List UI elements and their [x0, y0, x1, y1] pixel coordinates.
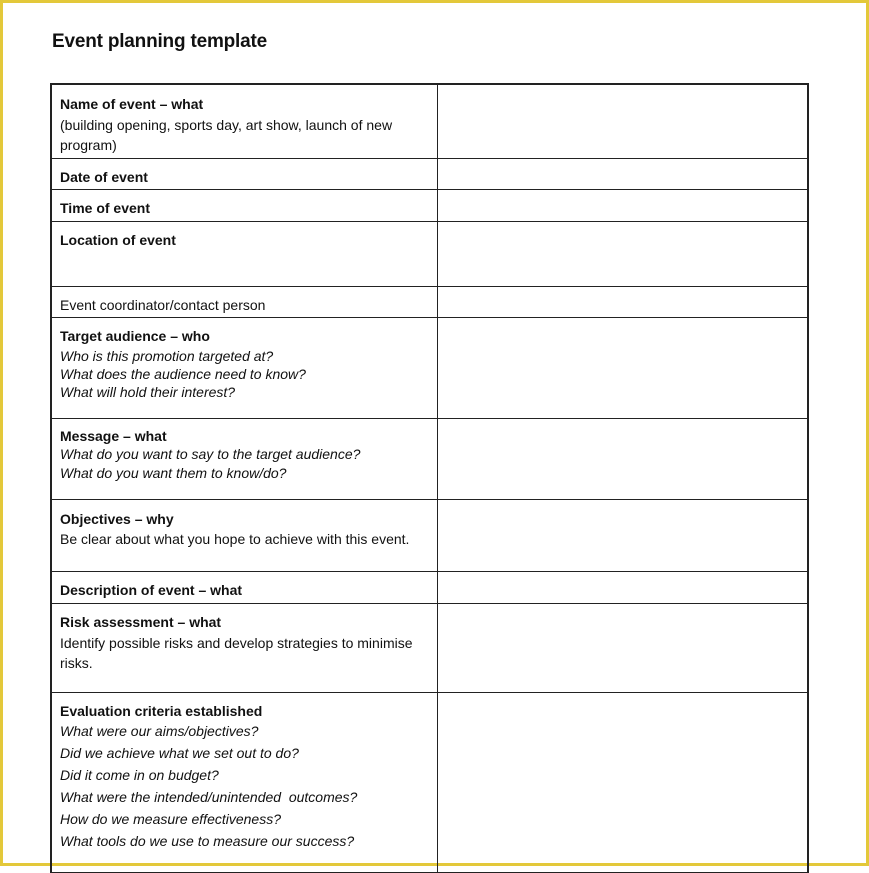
- page-title: Event planning template: [52, 31, 267, 52]
- value-text: [438, 159, 807, 169]
- table-row-description-of-event: [51, 571, 808, 603]
- label-cell-description-of-event: [51, 571, 438, 603]
- label-cell-evaluation-criteria: [51, 692, 438, 872]
- row-heading: Name of event – what: [60, 96, 204, 112]
- value-field-location-of-event[interactable]: [438, 221, 809, 286]
- table-row-date-of-event: [51, 158, 808, 189]
- value-text: [438, 572, 807, 582]
- row-heading: Location of event: [60, 231, 176, 248]
- value-field-evaluation-criteria[interactable]: [438, 692, 809, 872]
- table-row-target-audience: [51, 317, 808, 418]
- value-text: [438, 318, 807, 328]
- label-cell-message: [51, 418, 438, 499]
- table-row-risk-assessment: [51, 603, 808, 692]
- label-cell-name-of-event: [51, 84, 438, 158]
- row-heading: Target audience – who: [60, 327, 210, 344]
- row-question: What were the intended/unintended outcomes?: [60, 788, 358, 805]
- label-cell-time-of-event: [51, 189, 438, 221]
- row-question: What tools do we use to measure our success?: [60, 832, 355, 849]
- value-field-message[interactable]: [438, 418, 809, 499]
- row-question: What does the audience need to know?: [60, 365, 306, 382]
- row-label: Event coordinator/contact person: [60, 296, 266, 313]
- row-heading: Objectives – why: [60, 510, 174, 527]
- table-row-location-of-event: [51, 221, 808, 286]
- value-field-date-of-event[interactable]: [438, 158, 809, 189]
- value-text: [438, 419, 807, 429]
- label-cell-risk-assessment: [51, 603, 438, 692]
- row-heading: Date of event: [60, 168, 148, 185]
- value-text: [438, 222, 807, 232]
- row-question: What do you want to say to the target audience?: [60, 445, 361, 462]
- row-question: What will hold their interest?: [60, 383, 236, 400]
- value-field-name-of-event[interactable]: [438, 84, 809, 158]
- value-field-description-of-event[interactable]: [438, 571, 809, 603]
- row-description: (building opening, sports day, art show, launch of new program): [60, 117, 393, 153]
- value-text: [438, 287, 807, 297]
- table-row-evaluation-criteria: [51, 692, 808, 872]
- row-description: Be clear about what you hope to achieve with this event.: [60, 530, 410, 547]
- row-heading: Evaluation criteria established: [60, 702, 263, 719]
- value-field-target-audience[interactable]: [438, 317, 809, 418]
- row-question: Who is this promotion targeted at?: [60, 347, 274, 364]
- table-row-objectives: [51, 499, 808, 571]
- table-row-time-of-event: [51, 189, 808, 221]
- value-field-objectives[interactable]: [438, 499, 809, 571]
- row-question: Did we achieve what we set out to do?: [60, 744, 299, 761]
- value-text: [438, 500, 807, 510]
- row-question: What were our aims/objectives?: [60, 722, 259, 739]
- row-question: What do you want them to know/do?: [60, 464, 287, 481]
- event-planning-table: [50, 83, 809, 873]
- row-question: How do we measure effectiveness?: [60, 810, 281, 827]
- label-cell-event-coordinator: [51, 286, 438, 317]
- value-text: [438, 693, 807, 703]
- table-row-message: [51, 418, 808, 499]
- row-heading: Description of event – what: [60, 581, 243, 598]
- value-field-risk-assessment[interactable]: [438, 603, 809, 692]
- label-cell-location-of-event: [51, 221, 438, 286]
- table-row-event-coordinator: [51, 286, 808, 317]
- label-cell-target-audience: [51, 317, 438, 418]
- value-text: [438, 85, 807, 95]
- value-field-event-coordinator[interactable]: [438, 286, 809, 317]
- table-row-name-of-event: [51, 84, 808, 158]
- value-field-time-of-event[interactable]: [438, 189, 809, 221]
- row-description: Identify possible risks and develop strategies to minimise risks.: [60, 634, 413, 671]
- value-text: [438, 604, 807, 614]
- label-cell-objectives: [51, 499, 438, 571]
- value-text: [438, 190, 807, 200]
- row-question: Did it come in on budget?: [60, 766, 219, 783]
- row-heading: Time of event: [60, 199, 150, 216]
- row-heading: Message – what: [60, 427, 167, 444]
- label-cell-date-of-event: [51, 158, 438, 189]
- row-heading: Risk assessment – what: [60, 613, 222, 630]
